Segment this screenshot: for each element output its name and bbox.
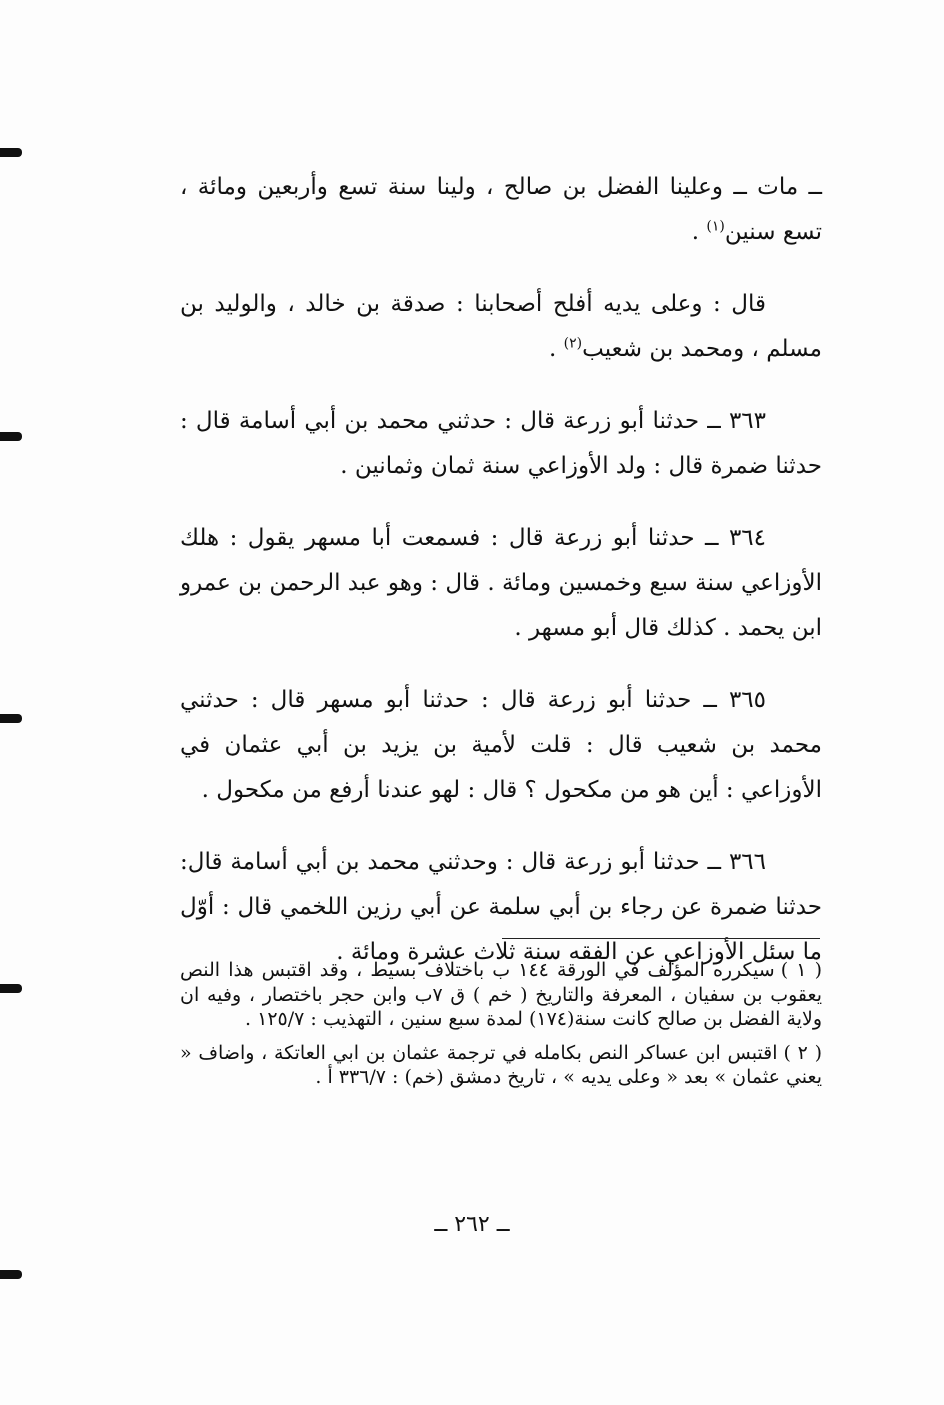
footnote-text: اقتبس ابن عساكر النص بكامله في ترجمة عثمان بن ابي العاتكة ، واضاف « يعني عثمان » بعد « وعلى يديه » ، تاريخ دمشق (خم) : ٣٣٦/٧ أ . — [180, 1041, 822, 1088]
page-number: ــ ٢٦٢ ــ — [434, 1212, 510, 1237]
paragraph-text: ٣٦٥ ــ حدثنا أبو زرعة قال : حدثنا أبو مسهر قال : حدثني محمد بن شعيب قال : قلت لأمية بن يزيد بن أبي عثمان في الأوزاعي : أين هو من مكحول ؟ قال : لهو عندنا أرفع من مكحول . — [180, 687, 822, 803]
footnote-ref: (٢) — [563, 335, 583, 352]
footnotes — [180, 958, 822, 1099]
hadith-365 — [180, 678, 822, 813]
footnote-ref: (١) — [706, 218, 725, 235]
main-text — [180, 165, 822, 1002]
hadith-366 — [180, 840, 822, 975]
footnote-number: ( ٢ ) — [783, 1041, 823, 1064]
paragraph — [180, 282, 822, 372]
binding-mark — [0, 148, 22, 157]
footnote-number: ( ١ ) — [780, 959, 823, 981]
footnote-divider — [502, 938, 820, 939]
binding-mark — [0, 984, 22, 993]
paragraph-tail: . — [549, 336, 564, 362]
paragraph-text: ــ مات ــ وعلينا الفضل بن صالح ، ولينا سنة تسع وأربعين ومائة ، تسع سنين — [180, 174, 822, 245]
paragraph — [180, 165, 822, 255]
footnote-1 — [180, 958, 822, 1032]
hadith-364 — [180, 516, 822, 651]
paragraph-text: ٣٦٦ ــ حدثنا أبو زرعة قال : وحدثني محمد بن أبي أسامة قال: حدثنا ضمرة عن رجاء بن أبي سلمة عن أبي رزين اللخمي قال : أوّل ما سئل الأوزاعي عن الفقه سنة ثلاث عشرة ومائة . — [180, 849, 822, 965]
paragraph-text: قال : وعلى يديه أفلح أصحابنا : صدقة بن خالد ، والوليد بن مسلم ، ومحمد بن شعيب — [180, 291, 822, 362]
paragraph-text: ٣٦٣ ــ حدثنا أبو زرعة قال : حدثني محمد بن أبي أسامة قال : حدثنا ضمرة قال : ولد الأوزاعي سنة ثمان وثمانين . — [180, 408, 822, 479]
paragraph-text: ٣٦٤ ــ حدثنا أبو زرعة قال : فسمعت أبا مسهر يقول : هلك الأوزاعي سنة سبع وخمسين ومائة . قال : وهو عبد الرحمن بن عمرو ابن يحمد . كذلك قال أبو مسهر . — [180, 525, 822, 641]
binding-mark — [0, 714, 22, 723]
hadith-363 — [180, 399, 822, 489]
paragraph-tail: . — [691, 219, 707, 245]
binding-mark — [0, 1270, 22, 1279]
footnote-text: سيكرره المؤلف في الورقة ١٤٤ ب باختلاف بسيط ، وقد اقتبس هذا النص يعقوب بن سفيان ، المعرفة والتاريخ ( خم ) ق ٧ب وابن حجر باختصار ، وفيه ان ولاية الفضل بن صالح كانت سنة(١٧٤) لمدة سبع سنين ، التهذيب : ١٢٥/٧ . — [180, 959, 822, 1030]
binding-mark — [0, 432, 22, 441]
footnote-2 — [180, 1041, 822, 1090]
